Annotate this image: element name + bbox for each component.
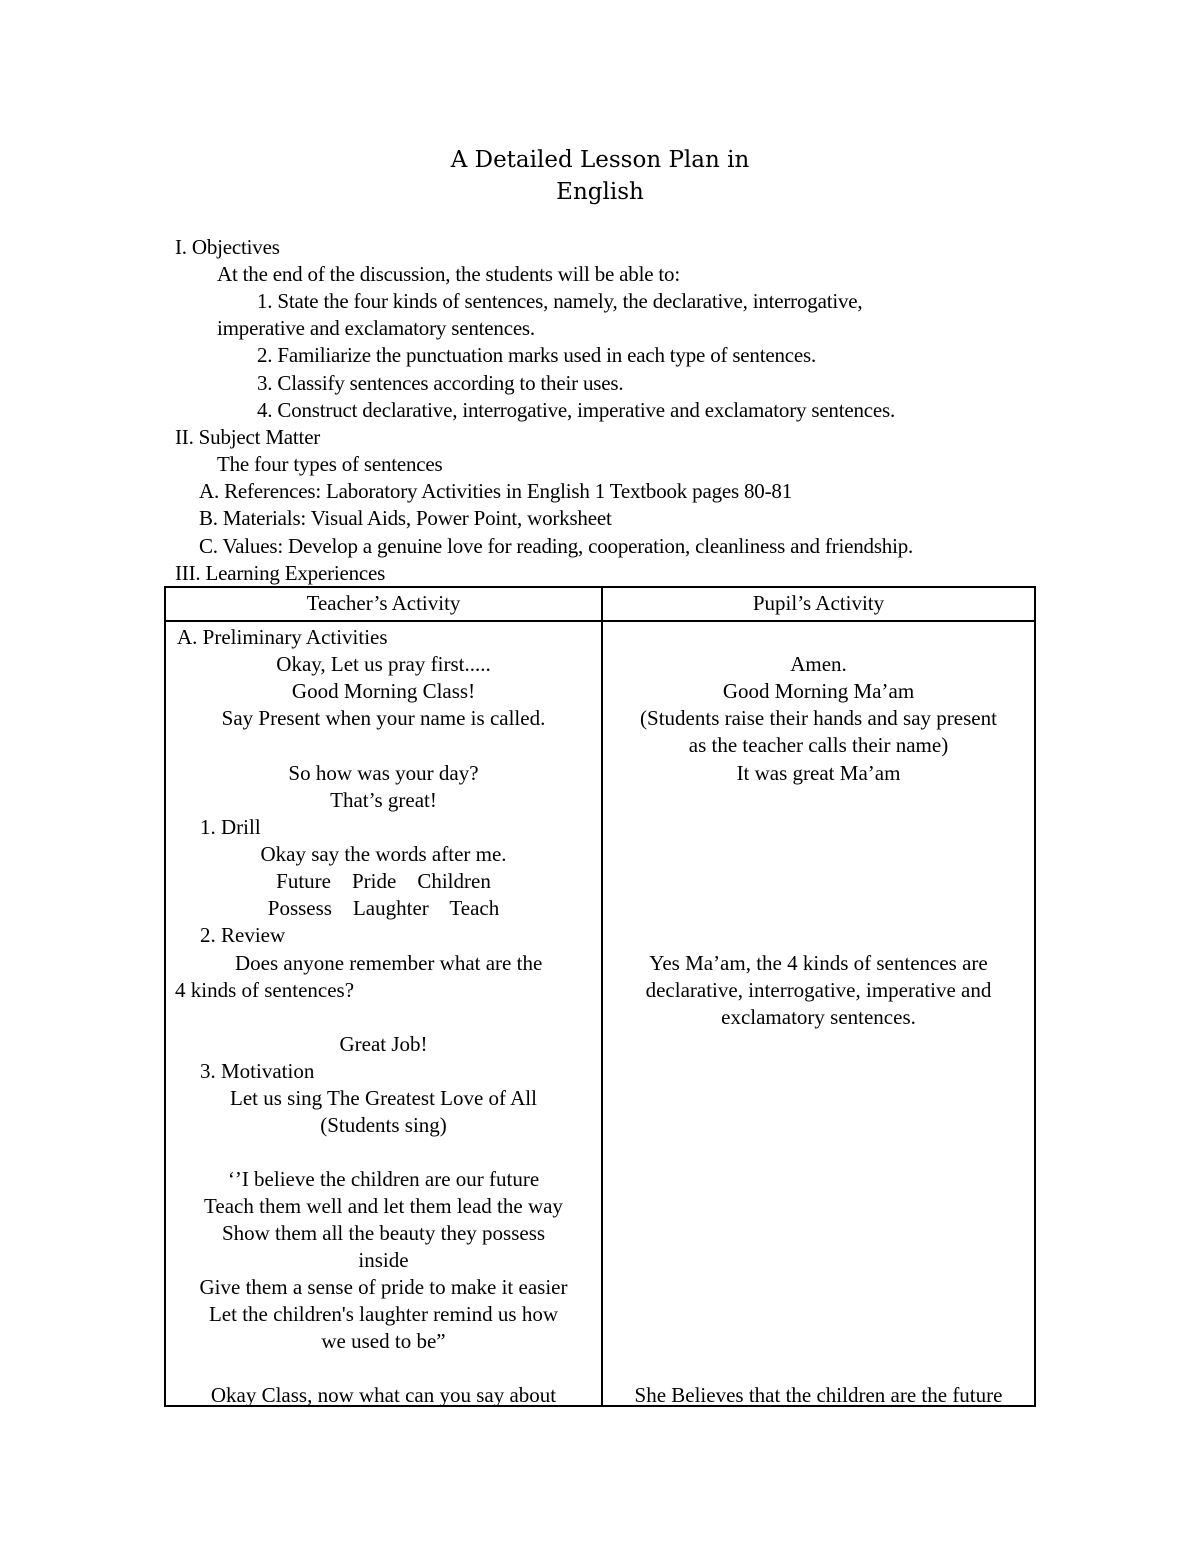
objective-item-2: 2. Familiarize the punctuation marks used in each type of sentences. [257,343,817,367]
pupil-raise-hands: (Students raise their hands and say present [640,706,997,730]
pupil-amen: Amen. [790,652,847,676]
pupil-review-answer-1: Yes Ma’am, the 4 kinds of sentences are [649,951,988,975]
objective-item-3: 3. Classify sentences according to their uses. [257,371,624,395]
teacher-drill-words-2: Possess Laughter Teach [267,896,500,920]
pupil-raise-hands-continued: as the teacher calls their name) [688,733,949,757]
objective-item-4: 4. Construct declarative, interrogative, imperative and exclamatory sentences. [257,398,896,422]
teacher-motivation-heading: 3. Motivation [200,1059,315,1083]
teacher-lyric-line-4: inside [358,1248,409,1272]
teacher-how-was-day: So how was your day? [288,761,479,785]
teacher-lyric-line-7: we used to be” [321,1329,446,1353]
document-title-line-2: English [556,179,644,205]
teacher-lyric-line-5: Give them a sense of pride to make it easier [199,1275,568,1299]
teacher-attendance: Say Present when your name is called. [221,706,546,730]
teacher-pray: Okay, Let us pray first..... [276,652,491,676]
teacher-review-question: Does anyone remember what are the [235,951,543,975]
subject-matter-materials: B. Materials: Visual Aids, Power Point, worksheet [199,506,612,530]
pupil-activity-header: Pupil’s Activity [752,591,885,615]
teacher-review-heading: 2. Review [200,923,286,947]
pupil-believe-answer: She Believes that the children are the future [634,1383,1003,1407]
subject-matter-references: A. References: Laboratory Activities in English 1 Textbook pages 80-81 [199,479,793,503]
teacher-drill-instruction: Okay say the words after me. [260,842,507,866]
objectives-heading: I. Objectives [175,235,280,259]
objective-item-1: 1. State the four kinds of sentences, namely, the declarative, interrogative, [257,289,863,313]
pupil-review-answer-3: exclamatory sentences. [721,1005,916,1029]
activities-table [164,586,1036,1407]
subject-matter-topic: The four types of sentences [217,452,443,476]
teacher-ask-class: Okay Class, now what can you say about [210,1383,557,1407]
teacher-lyric-line-6: Let the children's laughter remind us how [208,1302,559,1326]
teacher-review-question-continued: 4 kinds of sentences? [175,978,355,1002]
teacher-drill-words-1: Future Pride Children [276,869,491,893]
teacher-activity-header: Teacher’s Activity [306,591,461,615]
pupil-greeting: Good Morning Ma’am [722,679,915,703]
subject-matter-heading: II. Subject Matter [175,425,321,449]
document-title-line-1: A Detailed Lesson Plan in [450,147,750,173]
pupil-day-answer: It was great Ma’am [736,761,901,785]
pupil-review-answer-2: declarative, interrogative, imperative and [645,978,992,1002]
teacher-greeting: Good Morning Class! [291,679,476,703]
teacher-thats-great: That’s great! [330,788,437,812]
objectives-intro: At the end of the discussion, the students will be able to: [217,262,680,286]
teacher-preliminary-activities: A. Preliminary Activities [177,625,388,649]
teacher-lyric-line-3: Show them all the beauty they possess [221,1221,546,1245]
teacher-drill-heading: 1. Drill [200,815,261,839]
teacher-lyric-line-2: Teach them well and let them lead the way [204,1194,563,1218]
teacher-students-sing: (Students sing) [320,1113,447,1137]
teacher-sing-instruction: Let us sing The Greatest Love of All [230,1086,537,1110]
table-header-divider [166,620,1034,622]
subject-matter-values: C. Values: Develop a genuine love for reading, cooperation, cleanliness and friendship. [199,534,914,558]
teacher-lyric-line-1: ‘’I believe the children are our future [227,1167,540,1191]
objective-item-1-continued: imperative and exclamatory sentences. [217,316,535,340]
teacher-great-job: Great Job! [339,1032,428,1056]
learning-experiences-heading: III. Learning Experiences [175,561,386,585]
